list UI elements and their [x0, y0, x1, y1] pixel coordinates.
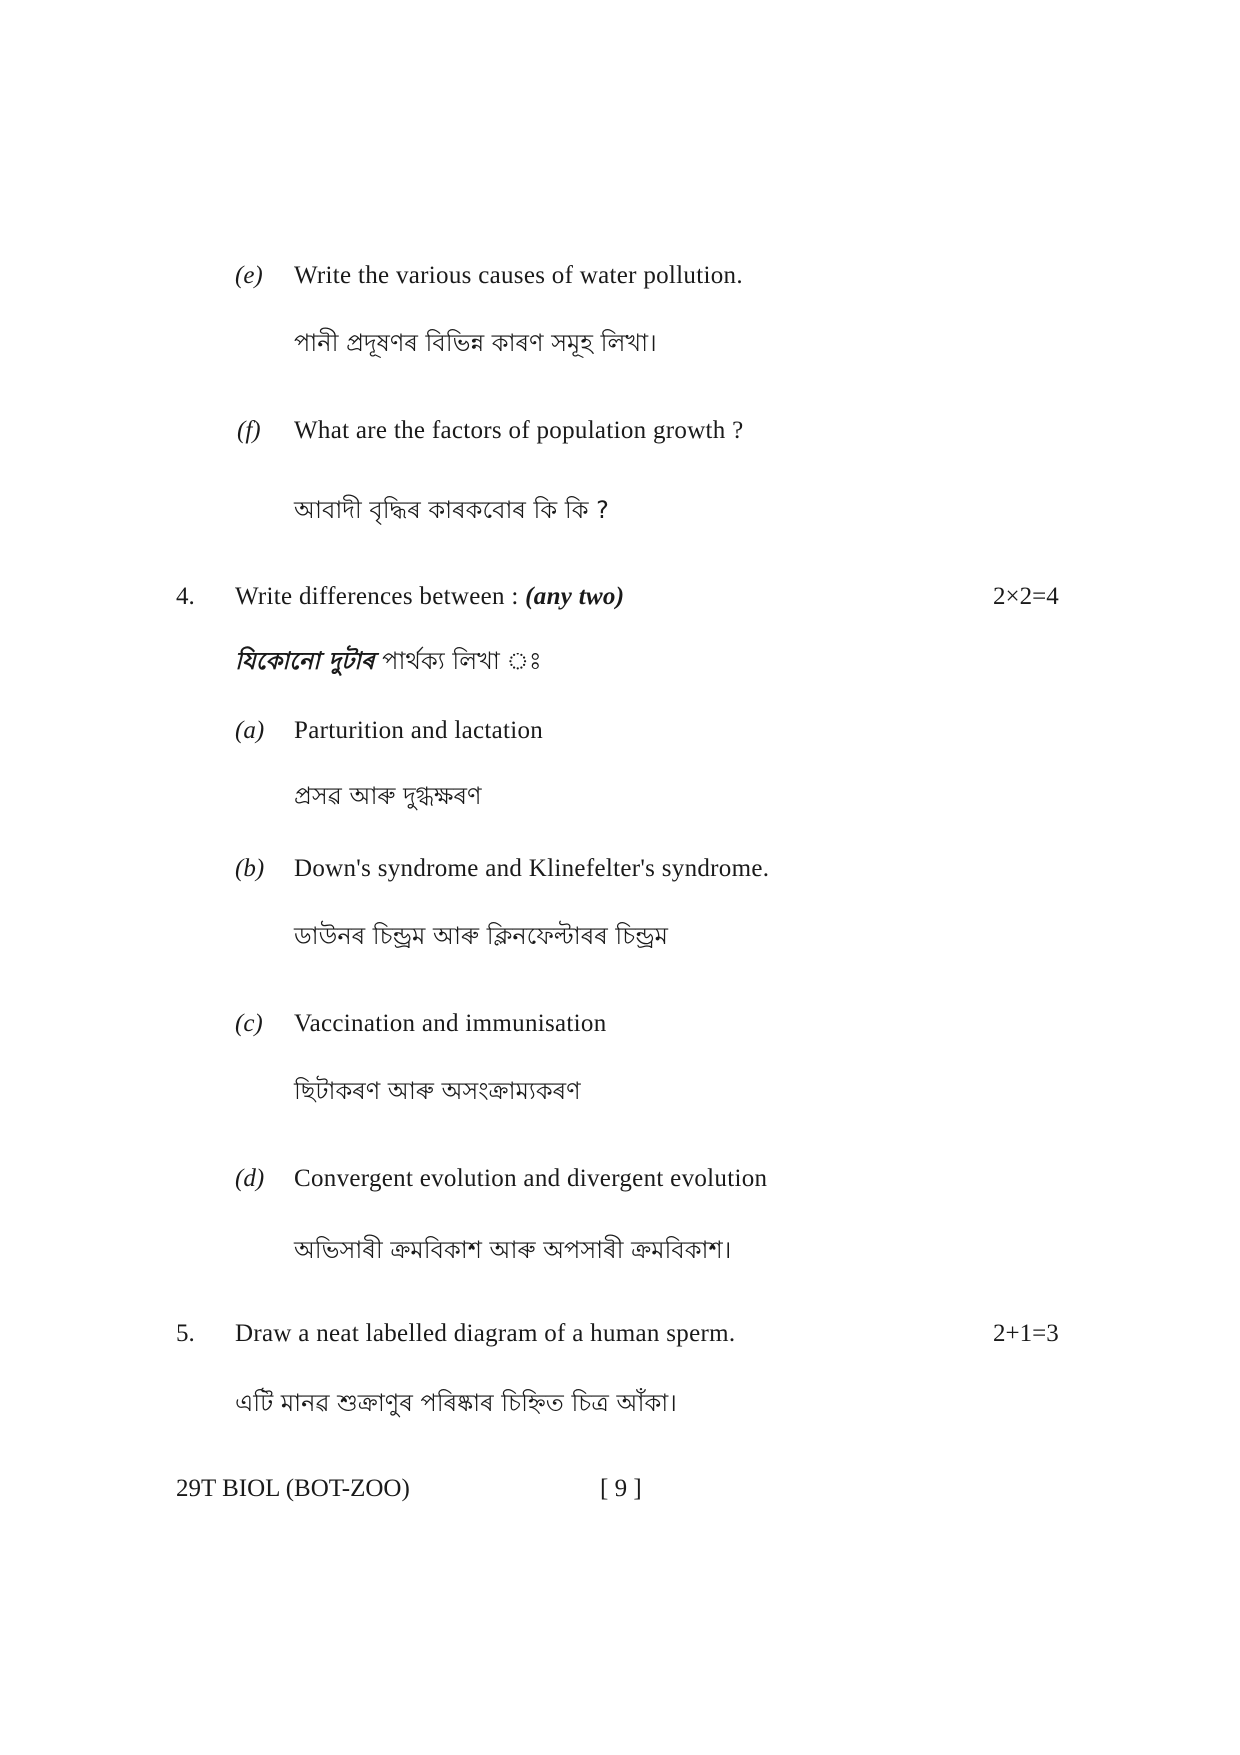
question-4-assamese-text: পাৰ্থক্য লিখা ঃ — [374, 647, 542, 675]
question-4-assamese — [235, 643, 542, 683]
question-5-number: 5. — [176, 1320, 195, 1347]
footer-page-number: [ 9 ] — [600, 1475, 642, 1502]
part-c-assamese: ছিটাকৰণ আৰু অসংক্ৰাম্যকৰণ — [294, 1077, 581, 1105]
part-a-label: (a) — [235, 717, 265, 744]
question-4-assamese-emph: যিকোনো দুটাৰ — [235, 647, 375, 675]
part-c-label: (c) — [235, 1010, 263, 1037]
question-4-number: 4. — [176, 583, 195, 610]
footer-paper-code: 29T BIOL (BOT-ZOO) — [176, 1475, 410, 1502]
part-c-english: Vaccination and immunisation — [294, 1010, 607, 1037]
part-e-assamese: পানী প্ৰদূষণৰ বিভিন্ন কাৰণ সমূহ লিখা। — [294, 329, 657, 357]
question-5-marks: 2+1=3 — [993, 1320, 1059, 1347]
question-4-marks: 2×2=4 — [993, 583, 1059, 610]
part-e-label: (e) — [235, 262, 263, 289]
part-b-english: Down's syndrome and Klinefelter's syndrome. — [294, 855, 770, 882]
question-4-english: Write differences between : — [235, 583, 526, 610]
part-e-english: Write the various causes of water pollution. — [294, 262, 743, 289]
question-5-assamese: এটি মানৱ শুক্ৰাণুৰ পৰিষ্কাৰ চিহ্নিত চিত্ৰ আঁকা। — [235, 1389, 677, 1417]
part-d-label: (d) — [235, 1165, 265, 1192]
part-f-english: What are the factors of population growth ? — [294, 417, 744, 444]
question-4-any-two: (any two) — [525, 583, 625, 610]
part-a-assamese: প্ৰসৱ আৰু দুগ্ধক্ষৰণ — [294, 782, 482, 810]
part-b-label: (b) — [235, 855, 265, 882]
part-d-assamese: অভিসাৰী ক্ৰমবিকাশ আৰু অপসাৰী ক্ৰমবিকাশ। — [294, 1236, 732, 1264]
part-f-label: (f) — [237, 417, 261, 444]
part-b-assamese: ডাউনৰ চিন্ড্ৰম আৰু ক্লিনফেল্টাৰৰ চিন্ড্ৰম — [294, 922, 668, 950]
question-5-english: Draw a neat labelled diagram of a human sperm. — [235, 1320, 736, 1347]
question-4-text — [235, 583, 624, 611]
part-a-english: Parturition and lactation — [294, 717, 544, 744]
part-f-assamese: আবাদী বৃদ্ধিৰ কাৰকবোৰ কি কি ? — [294, 496, 609, 524]
part-d-english: Convergent evolution and divergent evolution — [294, 1165, 768, 1192]
